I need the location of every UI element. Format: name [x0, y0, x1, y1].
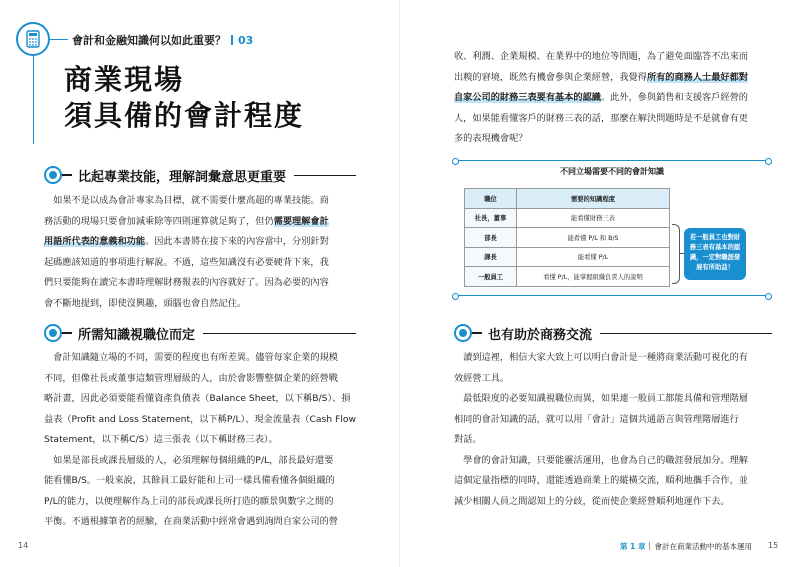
table-cell-level: 能看懂財務三表 [517, 208, 670, 228]
table-cell-role: 部長 [465, 228, 517, 248]
table-bottom-rule [454, 295, 770, 296]
table-row [465, 208, 670, 228]
table-header-row [465, 189, 670, 209]
header-connector [50, 39, 68, 40]
text-run: 務活動的現場只要會加減乘除等四則運算就足夠了，但仍 [44, 215, 274, 227]
paragraph-right-1 [454, 47, 772, 150]
section-heading-3 [454, 323, 772, 343]
text-run: 不同，但像社長或董事這類管理層級的人，由於會影響整個企業的經營戰 [44, 372, 338, 384]
table-top-rule [454, 160, 770, 161]
section-rule [600, 333, 772, 334]
text-run: 最低限度的必要知識視職位而異，如果連一般員工都能具備和管理階層 [454, 393, 748, 404]
section-dash [62, 174, 72, 176]
text-run: 相同的會計知識的話，就可以用「會計」這個共通語言與管理階層進行 [454, 413, 739, 425]
text-line [44, 369, 362, 390]
paragraph-left-2 [44, 348, 362, 533]
text-line [44, 451, 362, 472]
table-cell-level: 能看懂 P/L 和 B/S [517, 228, 670, 248]
text-line [454, 492, 772, 513]
table-cell-role: 課長 [465, 247, 517, 267]
header-vertical-line [33, 56, 34, 144]
text-line [44, 191, 362, 212]
table-row [465, 228, 670, 248]
page-number-left: 14 [18, 541, 29, 550]
highlighted-text: 所有的商務人士最好都對 [646, 71, 748, 83]
knowledge-table-box [454, 160, 770, 296]
section-title: 所需知識視職位而定 [78, 327, 196, 343]
text-run: 對話。 [454, 434, 482, 445]
text-line [454, 68, 772, 89]
table-row [465, 247, 670, 267]
text-run: P/L的能力，以便理解作為上司的部長或課長所打造的願景與數字之間的 [44, 495, 334, 507]
note-line: 若一般員工也對財 [689, 234, 741, 241]
text-line [44, 389, 362, 410]
text-line [454, 129, 772, 150]
text-line [454, 451, 772, 472]
text-line [454, 88, 772, 109]
table-cell-level: 看懂 P/L，能掌握組織負責人的說明 [517, 267, 670, 287]
text-run: 們只要能夠在讀完本書時理解財務報表的內容就好了。因為必要的內容 [44, 277, 329, 288]
text-run: 平衡。不過根據筆者的經驗，在商業活動中經常會遇到詢問自家公司的營 [44, 516, 338, 527]
text-line [44, 492, 362, 513]
text-line [44, 232, 362, 253]
text-line [44, 348, 362, 369]
text-run: 益表（Profit and Loss Statement，以下稱P/L）、現金流量表（Cash Flow [44, 413, 357, 425]
text-line [44, 471, 362, 492]
text-run: 人，如果能看懂客戶的財務三表的話，那麼在解決問題時是不是就會有更 [454, 112, 748, 124]
section-rule [294, 175, 356, 176]
text-run: 。因此本書將在接下來的內容當中，分別針對 [145, 236, 329, 247]
text-line [44, 294, 362, 315]
table-title: 不同立場需要不同的會計知識 [560, 167, 664, 176]
text-run: 。此外，參與銷售和支援客戶經營的 [601, 92, 748, 103]
section-heading-2 [44, 323, 356, 343]
calculator-icon [16, 22, 50, 56]
section-bullet-icon [454, 324, 472, 342]
note-line: 務三表有基本的認 [689, 244, 741, 251]
highlighted-text: 需要理解會計 [273, 215, 329, 227]
table-header-cell: 職位 [465, 189, 517, 209]
text-run: 這個定量指標的同時，還能透過商業上的縱橫交流，順利地攜手合作，並 [454, 475, 748, 486]
text-line [454, 47, 772, 68]
section-number: 03 [238, 34, 254, 47]
text-line [44, 212, 362, 233]
highlighted-text: 用語所代表的意義和功能 [44, 236, 146, 247]
table-cell-role: 一般員工 [465, 267, 517, 287]
text-run: 多的表現機會呢？ [454, 133, 528, 144]
text-run: 減少相關人員之間認知上的分歧，從而使企業經營順利地運作下去。 [454, 495, 730, 507]
text-line [44, 430, 362, 451]
text-line [454, 348, 772, 369]
text-run: 學會的會計知識，只要能靈活運用，也會為自己的職涯發展加分。理解 [454, 454, 748, 466]
section-bullet-icon [44, 166, 62, 184]
section-title: 也有助於商務交流 [488, 327, 593, 343]
question-divider [231, 35, 233, 45]
text-line [454, 471, 772, 492]
text-run: 如果是部長或課長層級的人，必須理解每個組織的P/L，部長最好還要 [44, 454, 334, 466]
table-brace [672, 224, 680, 284]
knowledge-table [464, 188, 670, 287]
text-run: 略計畫，因此必須要能看懂資產負債表（Balance Sheet，以下稱B/S）、損 [44, 393, 351, 404]
page-title-line-1: 商業現場 [64, 63, 185, 96]
table-cell-level: 能看懂 P/L [517, 247, 670, 267]
page-title-line-2: 須具備的會計程度 [64, 99, 305, 132]
footer-chapter-number: 第 1 章 [620, 542, 646, 551]
footer-chapter-title: 會計在商業活動中的基本運用 [654, 542, 752, 551]
table-cell-role: 社長，董事 [465, 208, 517, 228]
section-title: 比起專業技能，理解詞彙意思更重要 [78, 169, 287, 185]
table-header-cell: 需要的知識程度 [517, 189, 670, 209]
highlighted-text: 自家公司的財務三表要有基本的認識 [454, 92, 601, 103]
section-dash [472, 332, 482, 334]
text-run: 出糗的窘境，既然有機會參與企業經營，我覺得 [454, 71, 647, 83]
text-line [44, 273, 362, 294]
calculator-icon-graphic [23, 29, 43, 49]
running-footer [620, 541, 752, 552]
text-run: 會不斷地提到，即使沒興趣，頭腦也會自然記住。 [44, 297, 247, 309]
section-bullet-icon [44, 324, 62, 342]
note-callout [684, 228, 746, 280]
section-dash [62, 332, 72, 334]
text-line [454, 369, 772, 390]
text-run: 如果不是以成為會計專家為目標，就不需要什麼高超的專業技能。商 [44, 195, 329, 206]
text-run: 能看懂B/S。一般來說，其餘員工最好能和上司一樣具備看懂各個組織的 [44, 475, 335, 486]
text-line [44, 512, 362, 533]
text-line [454, 430, 772, 451]
footer-divider [649, 542, 650, 550]
text-run: 讀到這裡，相信大家大致上可以明白會計是一種將商業活動可視化的有 [454, 352, 748, 363]
page-number-right: 15 [768, 541, 779, 550]
paragraph-right-2 [454, 348, 772, 512]
text-run: 會計知識隨立場的不同，需要的程度也有所差異。儘管每家企業的規模 [44, 352, 338, 363]
section-question [72, 32, 253, 48]
text-run: 效經營工具。 [454, 372, 510, 384]
text-line [454, 389, 772, 410]
text-line [454, 410, 772, 431]
section-rule [203, 333, 356, 334]
table-row [465, 267, 670, 287]
text-line [454, 109, 772, 130]
note-line: 識，一定對職涯發 [689, 254, 741, 261]
section-heading-1 [44, 165, 356, 185]
text-run: 收、利潤、企業規模、在業界中的地位等問題，為了避免面臨答不出來而 [454, 51, 748, 62]
text-run: Statement，以下稱C/S）這三張表（以下稱財務三表）。 [44, 434, 278, 445]
text-line [44, 410, 362, 431]
paragraph-left-1 [44, 191, 362, 314]
question-text: 會計和金融知識何以如此重要？ [72, 34, 226, 47]
note-line: 展有所助益！ [696, 264, 734, 271]
text-line [44, 253, 362, 274]
text-run: 起碼應該知道的事項進行解說。不過，這些知識沒有必要硬背下來，我 [44, 256, 329, 268]
left-page [0, 0, 399, 567]
